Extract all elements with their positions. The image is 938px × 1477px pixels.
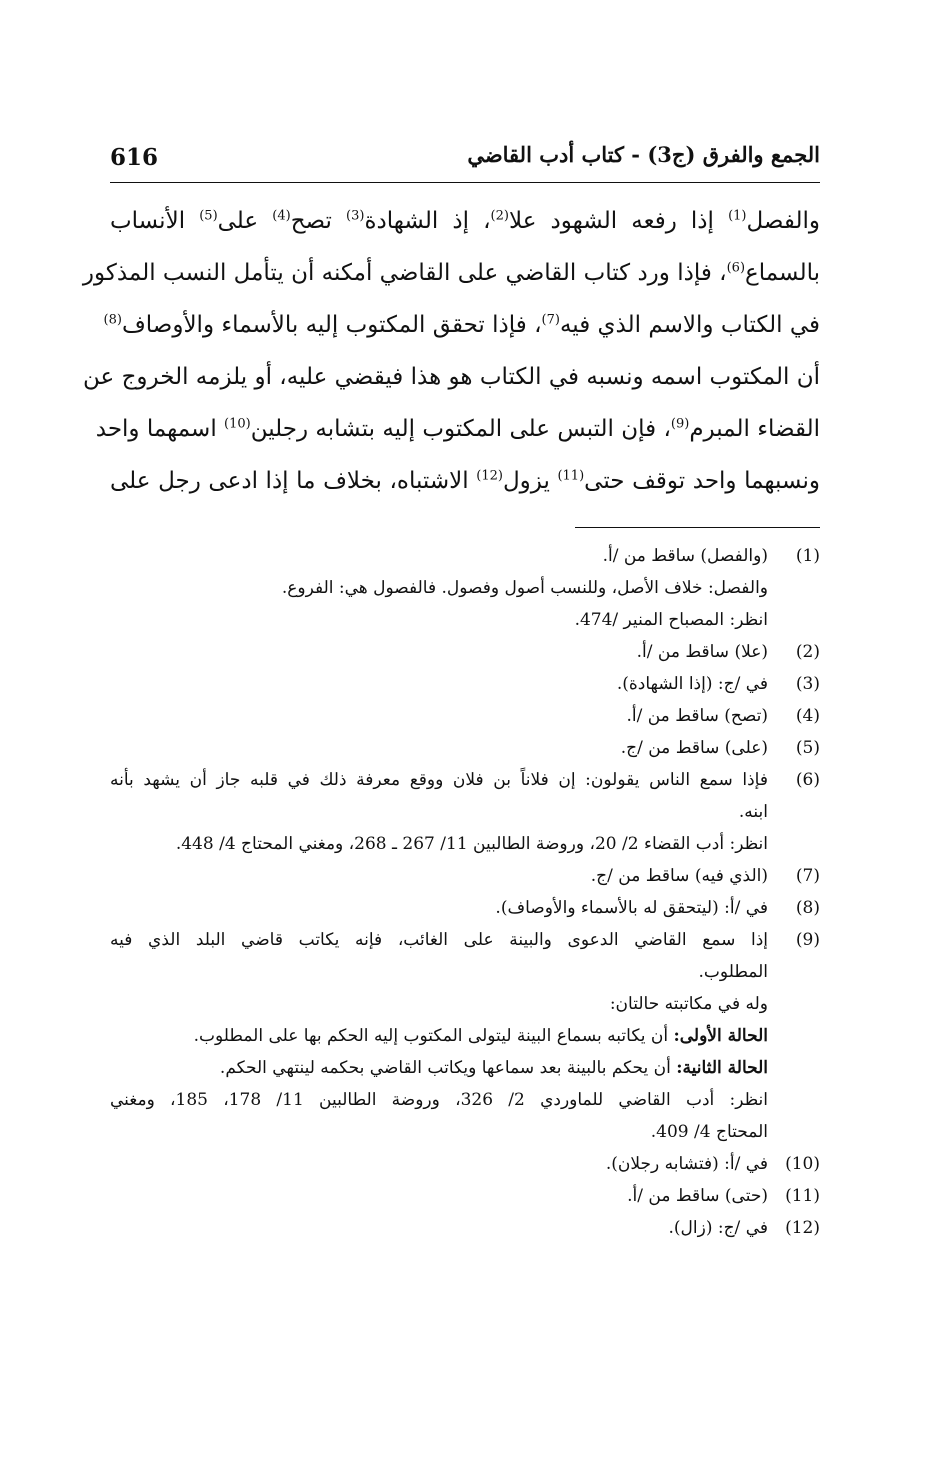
footnote-number: (3) bbox=[795, 674, 820, 694]
footnote-item: (10)في /أ: (فتشابه رجلان). bbox=[110, 1148, 820, 1180]
footnote-item: (7)(الذي فيه) ساقط من /ج. bbox=[110, 860, 820, 892]
footnote-item: (1)(والفصل) ساقط من /أ. bbox=[110, 540, 820, 572]
footnote-item: المطلوب. bbox=[698, 962, 768, 982]
footnote-number: (11) bbox=[785, 1186, 820, 1206]
footnote-number: (12) bbox=[785, 1218, 820, 1238]
page-header bbox=[110, 140, 820, 184]
footnote-item: انظر: أدب القضاء 2/ 20، وروضة الطالبين 11/ 267 ـ 268، ومغني المحتاج 4/ 448. bbox=[175, 834, 768, 854]
footnote-item: (6)فإذا سمع الناس يقولون: إن فلاناً بن فلان ووقع معرفة ذلك في قلبه جاز أن يشهد بأنه bbox=[110, 764, 820, 796]
main-text bbox=[82, 195, 821, 507]
footnote-item: انظر: المصباح المنير /474. bbox=[574, 610, 768, 630]
footnote-number: (2) bbox=[795, 642, 820, 662]
main-line: ونسبهما واحد توقف حتى$^{(11)}$ يزول$^{(12)}$ الاشتباه، بخلاف ما إذا ادعى رجل على bbox=[110, 468, 821, 494]
main-line: والفصل$^{(1)}$ إذا رفعه الشهود علا$^{(2)}$، إذ الشهادة$^{(3)}$ تصح$^{(4)}$ على$^{(5)}$ الأنساب bbox=[110, 208, 821, 234]
footnote-item: (12)في /ج: (زال). bbox=[110, 1212, 820, 1244]
footnote-item: وله في مكاتبته حالتان: bbox=[609, 994, 768, 1014]
footnote-item: المحتاج 4/ 409. bbox=[650, 1122, 768, 1142]
main-line: بالسماع$^{(6)}$، فإذا ورد كتاب القاضي على القاضي أمكنه أن يتأمل النسب المذكور bbox=[82, 260, 820, 286]
footnote-bold-label: الحالة الثانية: bbox=[676, 1058, 768, 1078]
footnote-item: (5)(على) ساقط من /ج. bbox=[110, 732, 820, 764]
footnote-number: (9) bbox=[795, 930, 820, 950]
footnote-item: والفصل: خلاف الأصل، وللنسب أصول وفصول. فالفصول هي: الفروع. bbox=[281, 578, 768, 598]
footnote-item: انظر: أدب القاضي للماوردي 2/ 326، وروضة الطالبين 11/ 178، 185، ومغني bbox=[110, 1090, 768, 1110]
footnote-item: ابنه. bbox=[738, 802, 768, 822]
footnote-number: (10) bbox=[785, 1154, 820, 1174]
footnote-item: الحالة الأولى: أن يكاتبه بسماع البينة ليتولى المكتوب إليه الحكم بها على المطلوب. bbox=[193, 1026, 768, 1046]
footnote-number: (8) bbox=[795, 898, 820, 918]
footnotes bbox=[110, 540, 820, 1244]
footnote-item: (2)(علا) ساقط من /أ. bbox=[110, 636, 820, 668]
main-line: القضاء المبرم$^{(9)}$، فإن التبس على المكتوب إليه بتشابه رجلين$^{(10)}$ اسمهما واحد bbox=[95, 416, 820, 442]
footnote-item: (3)في /ج: (إذا الشهادة). bbox=[110, 668, 820, 700]
main-line: في الكتاب والاسم الذي فيه$^{(7)}$، فإذا تحقق المكتوب إليه بالأسماء والأوصاف$^{(8)}$ bbox=[103, 312, 820, 338]
footnote-item: (4)(تصح) ساقط من /أ. bbox=[110, 700, 820, 732]
footnote-separator bbox=[575, 527, 820, 528]
footnote-number: (6) bbox=[795, 770, 820, 790]
footnote-number: (1) bbox=[795, 546, 820, 566]
footnote-number: (7) bbox=[795, 866, 820, 886]
footnote-number: (5) bbox=[795, 738, 820, 758]
footnote-item: (8)في /أ: (ليتحقق له بالأسماء والأوصاف). bbox=[110, 892, 820, 924]
footnote-bold-label: الحالة الأولى: bbox=[673, 1026, 768, 1046]
running-title: الجمع والفرق (ج3) - كتاب أدب القاضي bbox=[467, 142, 820, 167]
main-line: أن المكتوب اسمه ونسبه في الكتاب هو هذا فيقضي عليه، أو يلزمه الخروج عن bbox=[83, 364, 820, 390]
footnote-number: (4) bbox=[795, 706, 820, 726]
page-number: 616 bbox=[110, 144, 159, 171]
header-rule bbox=[110, 182, 820, 183]
footnote-item: (9)إذا سمع القاضي الدعوى والبينة على الغائب، فإنه يكاتب قاضي البلد الذي فيه bbox=[110, 924, 820, 956]
footnote-item: الحالة الثانية: أن يحكم بالبينة بعد سماعها ويكاتب القاضي بحكمه لينتهي الحكم. bbox=[219, 1058, 768, 1078]
footnote-item: (11)(حتى) ساقط من /أ. bbox=[110, 1180, 820, 1212]
